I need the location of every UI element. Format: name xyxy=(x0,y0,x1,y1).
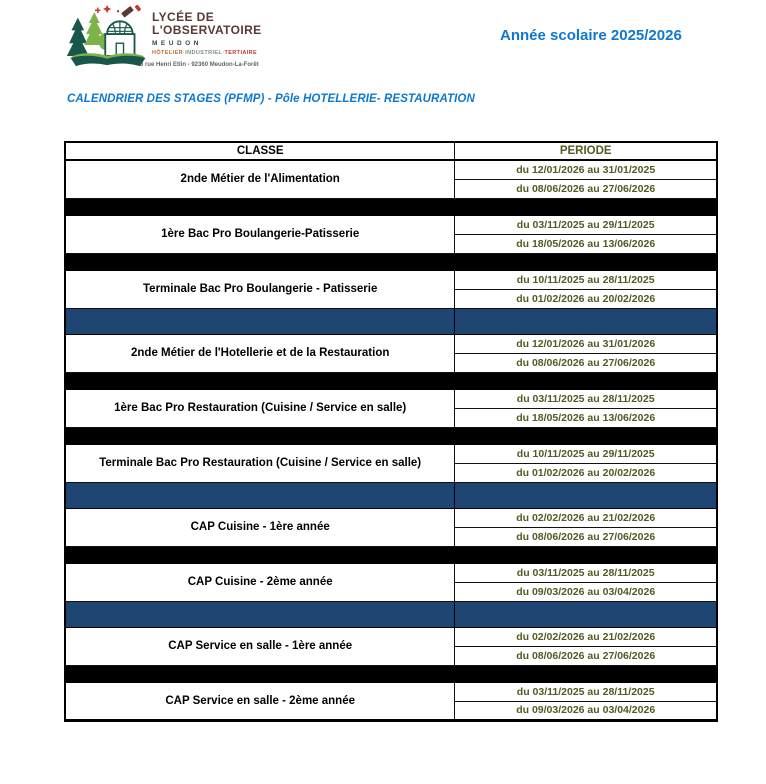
period-cell: du 01/02/2026 au 20/02/2026 xyxy=(455,463,717,482)
class-row xyxy=(65,682,717,701)
separator-row-blue xyxy=(65,308,717,334)
class-row xyxy=(65,627,717,646)
separator-cell xyxy=(65,601,455,627)
class-row xyxy=(65,160,717,179)
class-name-cell: 2nde Métier de l'Hotellerie et de la Restauration xyxy=(65,334,455,372)
separator-row-black xyxy=(65,546,717,563)
class-row xyxy=(65,444,717,463)
separator-row-black xyxy=(65,198,717,215)
school-logo-text xyxy=(140,10,262,68)
separator-cell xyxy=(65,198,717,215)
class-row xyxy=(65,334,717,353)
period-cell: du 12/01/2026 au 31/01/2025 xyxy=(455,160,717,179)
period-cell: du 08/06/2026 au 27/06/2026 xyxy=(455,353,717,372)
sector-hotelier: HÔTELIER xyxy=(152,50,184,57)
class-name-cell: CAP Service en salle - 1ère année xyxy=(65,627,455,665)
period-cell: du 03/11/2025 au 28/11/2025 xyxy=(455,682,717,701)
separator-cell xyxy=(455,308,717,334)
class-name-cell: Terminale Bac Pro Boulangerie - Patisserie xyxy=(65,270,455,308)
period-cell: du 03/11/2025 au 28/11/2025 xyxy=(455,389,717,408)
stages-table-body xyxy=(65,142,717,720)
class-name-cell: 2nde Métier de l'Alimentation xyxy=(65,160,455,198)
separator-row-black xyxy=(65,665,717,682)
column-header-periode: PERIODE xyxy=(455,142,717,160)
separator-row-blue xyxy=(65,601,717,627)
school-name-line2: L'OBSERVATOIRE xyxy=(152,23,262,38)
sector-separator: · xyxy=(222,50,225,57)
school-address: 3 rue Henri Etlin - 92360 Meudon-La-Forêt xyxy=(140,61,259,68)
separator-row-black xyxy=(65,427,717,444)
table-header-row xyxy=(65,142,717,160)
period-cell: du 01/02/2026 au 20/02/2026 xyxy=(455,289,717,308)
period-cell: du 03/11/2025 au 29/11/2025 xyxy=(455,215,717,234)
observatory-logo-icon xyxy=(66,3,150,67)
period-cell: du 12/01/2026 au 31/01/2026 xyxy=(455,334,717,353)
class-row xyxy=(65,508,717,527)
separator-cell xyxy=(65,427,717,444)
document-title: CALENDRIER DES STAGES (PFMP) - Pôle HOTELLERIE- RESTAURATION xyxy=(67,93,475,105)
separator-cell xyxy=(455,601,717,627)
class-name-cell: 1ère Bac Pro Restauration (Cuisine / Service en salle) xyxy=(65,389,455,427)
separator-cell xyxy=(65,308,455,334)
period-cell: du 18/05/2026 au 13/06/2026 xyxy=(455,234,717,253)
period-cell: du 10/11/2025 au 29/11/2025 xyxy=(455,444,717,463)
period-cell: du 03/11/2025 au 28/11/2025 xyxy=(455,563,717,582)
separator-cell xyxy=(455,482,717,508)
separator-cell xyxy=(65,253,717,270)
class-name-cell: CAP Service en salle - 2ème année xyxy=(65,682,455,720)
separator-cell xyxy=(65,546,717,563)
period-cell: du 10/11/2025 au 28/11/2025 xyxy=(455,270,717,289)
sector-tertiaire: TERTIAIRE xyxy=(224,50,258,57)
period-cell: du 02/02/2026 au 21/02/2026 xyxy=(455,627,717,646)
period-cell: du 02/02/2026 au 21/02/2026 xyxy=(455,508,717,527)
separator-cell xyxy=(65,372,717,389)
school-name-line1: LYCÉE DE xyxy=(152,10,215,24)
period-cell: du 08/06/2026 au 27/06/2026 xyxy=(455,527,717,546)
class-name-cell: 1ère Bac Pro Boulangerie-Patisserie xyxy=(65,215,455,253)
period-cell: du 09/03/2026 au 03/04/2026 xyxy=(455,582,717,601)
sector-industriel: INDUSTRIEL xyxy=(185,50,223,57)
period-cell: du 09/03/2026 au 03/04/2026 xyxy=(455,701,717,720)
period-cell: du 18/05/2026 au 13/06/2026 xyxy=(455,408,717,427)
class-name-cell: Terminale Bac Pro Restauration (Cuisine / Service en salle) xyxy=(65,444,455,482)
school-year-label: Année scolaire 2025/2026 xyxy=(500,27,682,44)
separator-row-black xyxy=(65,372,717,389)
separator-row-blue xyxy=(65,482,717,508)
stages-table xyxy=(64,141,718,722)
school-city: MEUDON xyxy=(152,39,202,47)
school-logo xyxy=(66,3,262,68)
class-row xyxy=(65,215,717,234)
class-row xyxy=(65,389,717,408)
column-header-classe: CLASSE xyxy=(65,142,455,160)
separator-cell xyxy=(65,482,455,508)
class-name-cell: CAP Cuisine - 1ère année xyxy=(65,508,455,546)
period-cell: du 08/06/2026 au 27/06/2026 xyxy=(455,179,717,198)
class-name-cell: CAP Cuisine - 2ème année xyxy=(65,563,455,601)
class-row xyxy=(65,270,717,289)
sector-separator: · xyxy=(183,50,186,57)
separator-cell xyxy=(65,665,717,682)
school-sectors xyxy=(152,51,262,57)
separator-row-black xyxy=(65,253,717,270)
class-row xyxy=(65,563,717,582)
period-cell: du 08/06/2026 au 27/06/2026 xyxy=(455,646,717,665)
